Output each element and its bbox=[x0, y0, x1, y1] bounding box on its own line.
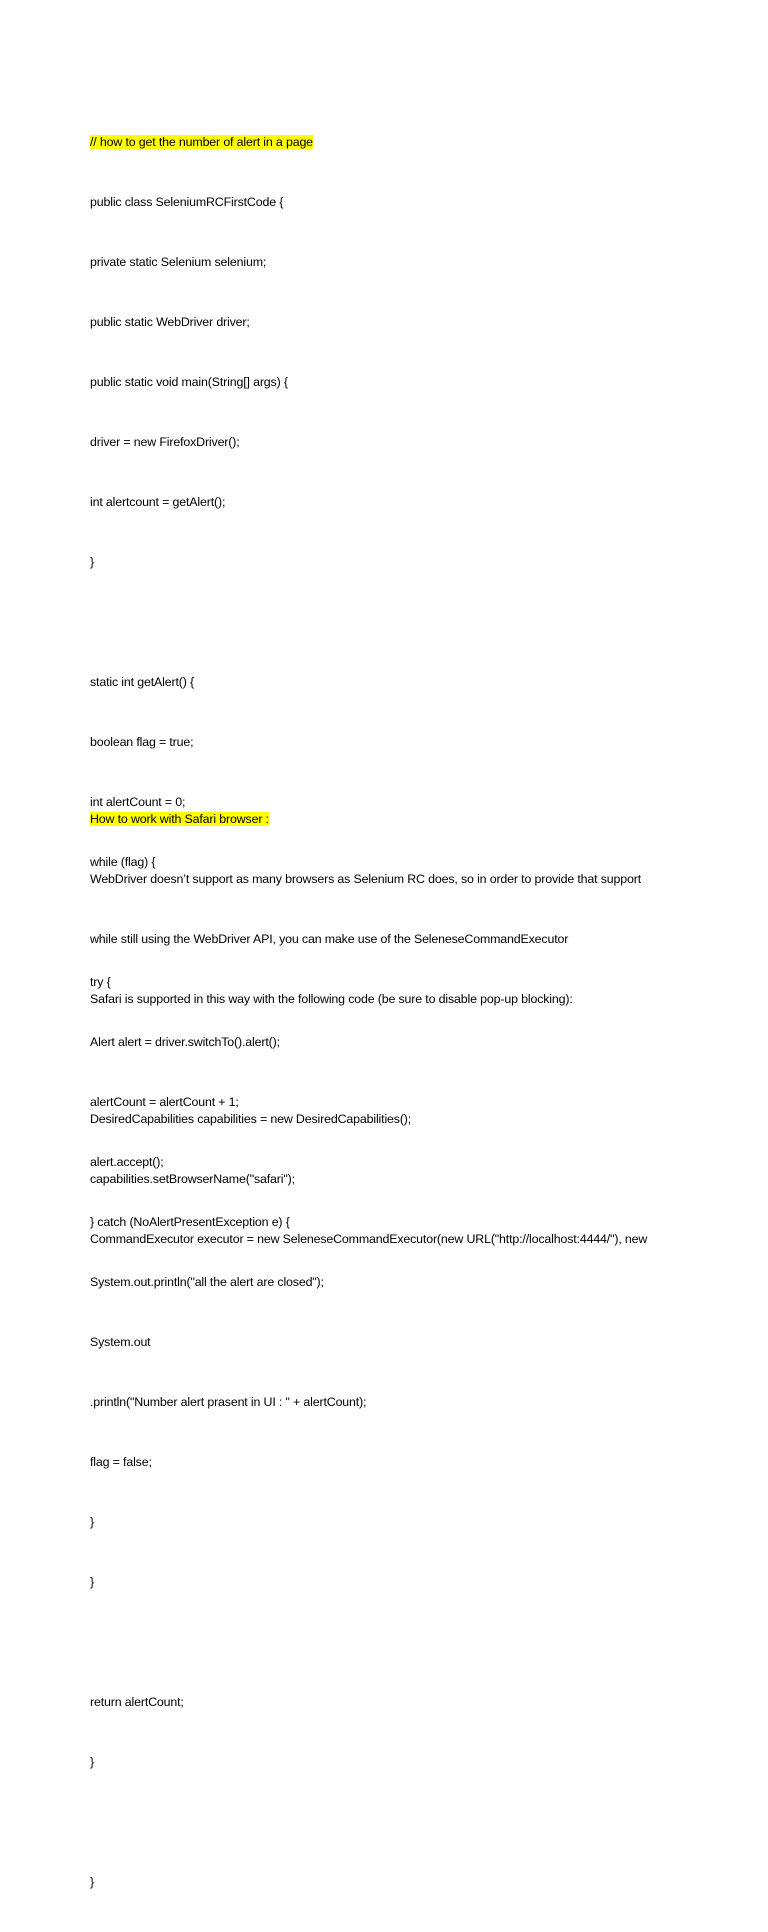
safari-line bbox=[90, 1049, 730, 1069]
code-line: try { bbox=[90, 975, 111, 989]
code-line: } bbox=[90, 1755, 94, 1769]
code-line: } bbox=[90, 555, 94, 569]
code-line: driver = new FirefoxDriver(); bbox=[90, 435, 240, 449]
code-heading: // how to get the number of alert in a page bbox=[90, 135, 313, 149]
code-line: return alertCount; bbox=[90, 1695, 184, 1709]
code-line: } catch (NoAlertPresentException e) { bbox=[90, 1215, 290, 1229]
code-line: } bbox=[90, 1575, 94, 1589]
code-line: public static WebDriver driver; bbox=[90, 315, 250, 329]
code-line: while (flag) { bbox=[90, 855, 156, 869]
code-line: int alertCount = 0; bbox=[90, 795, 186, 809]
code-line: boolean flag = true; bbox=[90, 735, 194, 749]
code-line: alert.accept(); bbox=[90, 1155, 164, 1169]
safari-line: WebDriver doesn’t support as many browsers as Selenium RC does, so in order to provide that support bbox=[90, 872, 642, 886]
safari-heading-line bbox=[90, 809, 730, 829]
code-line: Alert alert = driver.switchTo().alert(); bbox=[90, 1035, 280, 1049]
safari-line: capabilities.setBrowserName("safari"); bbox=[90, 1172, 295, 1186]
safari-line: CommandExecutor executor = new SeleneseCommandExecutor(new URL("http://localhost:4444/"), new bbox=[90, 1232, 648, 1246]
code-line: static int getAlert() { bbox=[90, 675, 194, 689]
safari-section bbox=[90, 769, 730, 1289]
code-line: System.out bbox=[90, 1335, 151, 1349]
code-line: } bbox=[90, 1875, 94, 1889]
safari-line: Safari is supported in this way with the following code (be sure to disable pop-up blocking): bbox=[90, 992, 573, 1006]
code-line bbox=[90, 612, 730, 632]
code-line: public class SeleniumRCFirstCode { bbox=[90, 195, 284, 209]
safari-heading: How to work with Safari browser : bbox=[90, 812, 269, 826]
code-line: public static void main(String[] args) { bbox=[90, 375, 288, 389]
code-heading-line bbox=[90, 132, 730, 152]
safari-line: DesiredCapabilities capabilities = new DesiredCapabilities(); bbox=[90, 1112, 412, 1126]
code-line: private static Selenium selenium; bbox=[90, 255, 267, 269]
code-line bbox=[90, 1812, 730, 1832]
code-line: int alertcount = getAlert(); bbox=[90, 495, 226, 509]
code-line: flag = false; bbox=[90, 1455, 152, 1469]
code-line bbox=[90, 1632, 730, 1652]
safari-line: while still using the WebDriver API, you can make use of the SeleneseCommandExecutor bbox=[90, 932, 569, 946]
code-line: alertCount = alertCount + 1; bbox=[90, 1095, 239, 1109]
code-line: .println("Number alert prasent in UI : " + alertCount); bbox=[90, 1395, 367, 1409]
code-line: System.out.println("all the alert are closed"); bbox=[90, 1275, 324, 1289]
code-line: } bbox=[90, 1515, 94, 1529]
